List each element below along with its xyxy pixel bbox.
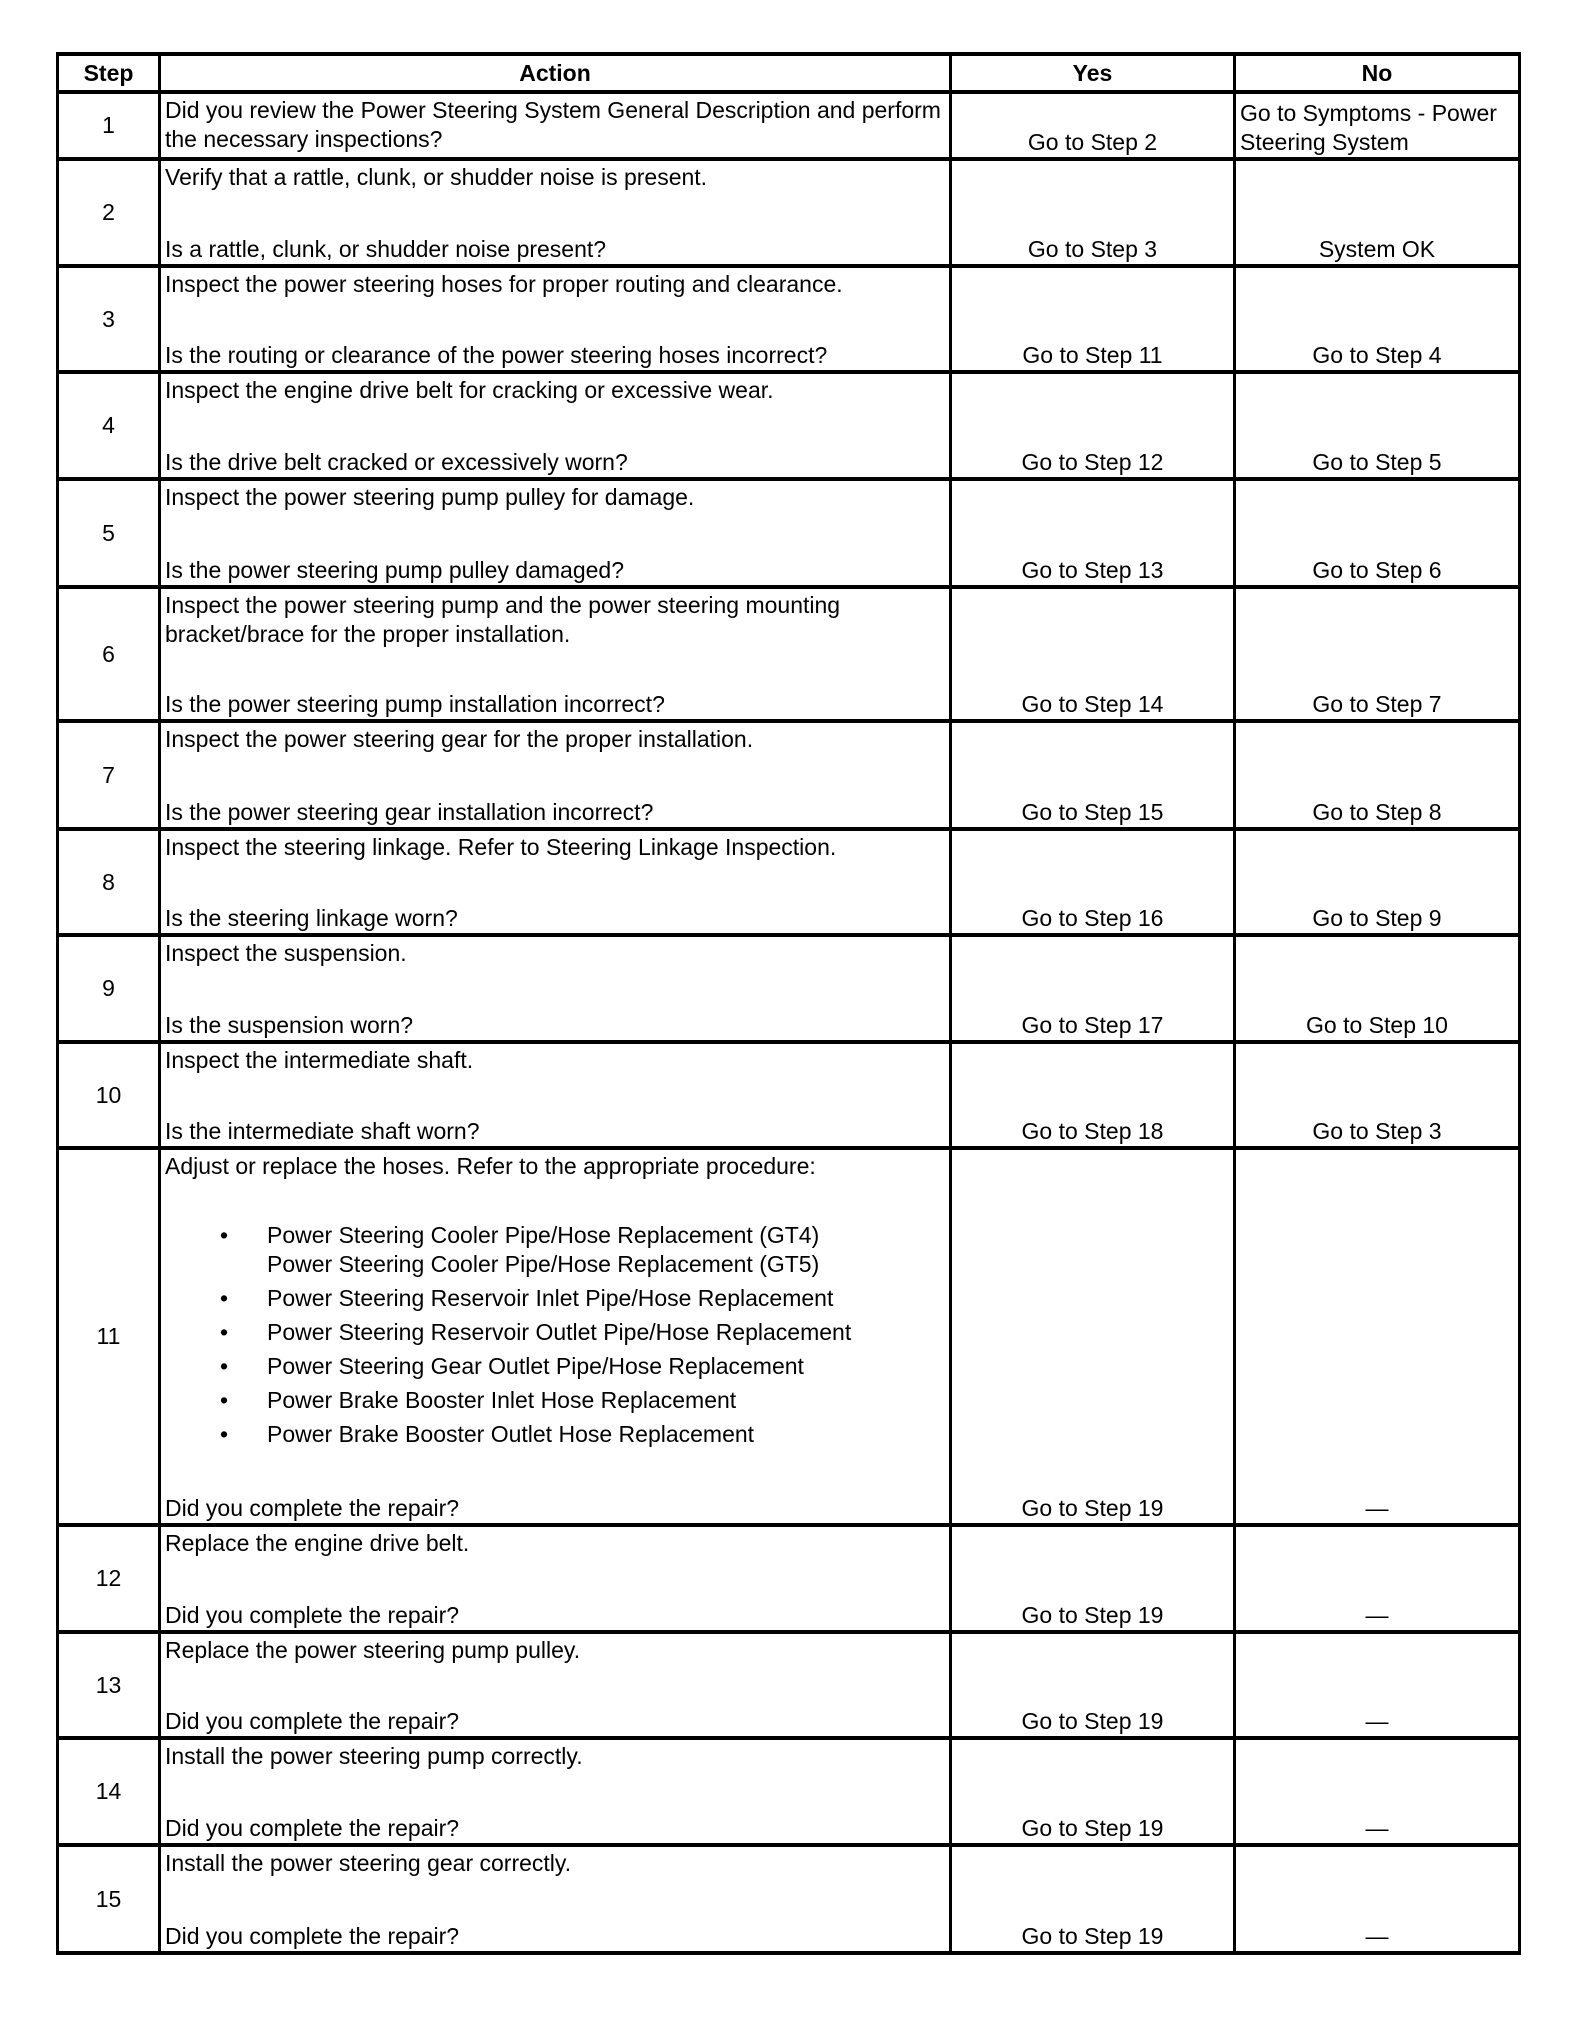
no-result: Go to Step 10 [1235,935,1520,1042]
action-instruction: Inspect the power steering pump pulley for damage. [165,484,695,510]
header-no: No [1235,54,1520,92]
procedure-link: Power Steering Gear Outlet Pipe/Hose Replacement [267,1353,804,1379]
action-instruction: Replace the power steering pump pulley. [165,1637,581,1663]
action-cell [160,1845,951,1953]
no-result: Go to Step 3 [1235,1042,1520,1148]
step-number: 4 [58,372,160,479]
step-number: 10 [58,1042,160,1148]
step-number: 1 [58,92,160,159]
table-row [58,1525,1520,1632]
action-instruction: Adjust or replace the hoses. Refer to the appropriate procedure: [165,1153,816,1179]
no-result: System OK [1235,159,1520,266]
action-cell [160,92,951,159]
action-question: Is the steering linkage worn? [165,905,458,931]
procedure-list [165,1221,945,1454]
step-number: 2 [58,159,160,266]
step-number: 12 [58,1525,160,1632]
action-content [165,591,945,719]
step-number: 6 [58,587,160,721]
action-instruction: Inspect the power steering hoses for proper routing and clearance. [165,271,843,297]
procedure-link: Power Brake Booster Outlet Hose Replacement [267,1421,755,1447]
action-question: Is the drive belt cracked or excessively worn? [165,449,628,475]
action-instruction: Inspect the intermediate shaft. [165,1047,474,1073]
yes-result: Go to Step 19 [951,1632,1235,1738]
step-number: 15 [58,1845,160,1953]
no-result: Go to Step 7 [1235,587,1520,721]
action-cell [160,721,951,829]
table-row [58,935,1520,1042]
step-number: 11 [58,1148,160,1525]
step-number: 14 [58,1738,160,1845]
yes-result: Go to Step 15 [951,721,1235,829]
table-row [58,1042,1520,1148]
action-question: Did you review the Power Steering System General Description and perform the necessary inspections? [165,97,941,152]
procedure-item [165,1221,945,1279]
yes-result: Go to Step 13 [951,479,1235,587]
no-result: — [1235,1632,1520,1738]
no-result: — [1235,1738,1520,1845]
yes-result: Go to Step 18 [951,1042,1235,1148]
action-cell [160,159,951,266]
step-number: 8 [58,829,160,935]
header-step: Step [58,54,160,92]
action-content [165,939,945,1040]
yes-result: Go to Step 3 [951,159,1235,266]
action-content [165,1849,945,1951]
action-cell [160,587,951,721]
table-row [58,587,1520,721]
action-cell [160,479,951,587]
action-question: Is the suspension worn? [165,1012,414,1038]
diagnostic-table [56,52,1521,1955]
no-result: Go to Step 9 [1235,829,1520,935]
header-action: Action [160,54,951,92]
step-number: 13 [58,1632,160,1738]
action-instruction: Inspect the steering linkage. Refer to Steering Linkage Inspection. [165,834,837,860]
action-cell [160,266,951,372]
action-question: Is a rattle, clunk, or shudder noise present? [165,236,607,262]
procedure-link: Power Steering Reservoir Inlet Pipe/Hose Replacement [267,1285,834,1311]
action-question: Did you complete the repair? [165,1815,460,1841]
table-row [58,1632,1520,1738]
no-result: Go to Symptoms - Power Steering System [1235,92,1520,159]
yes-result: Go to Step 2 [951,92,1235,159]
bullet-icon: • [220,1319,229,1345]
action-content [165,1046,945,1146]
no-result: Go to Step 6 [1235,479,1520,587]
table-row [58,479,1520,587]
no-result: — [1235,1845,1520,1953]
bullet-icon: • [220,1353,229,1379]
procedure-item [165,1284,945,1313]
action-instruction: Install the power steering pump correctly. [165,1743,583,1769]
no-result: Go to Step 5 [1235,372,1520,479]
yes-result: Go to Step 19 [951,1525,1235,1632]
action-content [165,483,945,585]
procedure-link: Power Steering Reservoir Outlet Pipe/Hose Replacement [267,1319,852,1345]
bullet-icon: • [220,1421,229,1447]
table-row [58,1148,1520,1525]
step-number: 3 [58,266,160,372]
action-cell [160,1042,951,1148]
step-number: 5 [58,479,160,587]
table-row [58,829,1520,935]
table-row [58,372,1520,479]
action-question: Did you complete the repair? [165,1602,460,1628]
action-question: Is the routing or clearance of the power steering hoses incorrect? [165,342,828,368]
yes-result: Go to Step 19 [951,1845,1235,1953]
action-cell [160,1525,951,1632]
action-instruction: Verify that a rattle, clunk, or shudder noise is present. [165,164,708,190]
yes-result: Go to Step 11 [951,266,1235,372]
step-number: 7 [58,721,160,829]
action-question: Is the power steering pump installation incorrect? [165,691,665,717]
action-cell [160,372,951,479]
header-row [58,54,1520,92]
action-question: Is the power steering gear installation incorrect? [165,799,654,825]
action-content [165,1529,945,1630]
action-instruction: Inspect the power steering gear for the proper installation. [165,726,754,752]
table-row [58,266,1520,372]
action-content [165,376,945,477]
action-content [165,1152,945,1523]
yes-result: Go to Step 17 [951,935,1235,1042]
action-instruction: Install the power steering gear correctly. [165,1850,572,1876]
action-question: Is the intermediate shaft worn? [165,1118,480,1144]
procedure-item [165,1420,945,1449]
no-result: — [1235,1525,1520,1632]
action-content [165,270,945,370]
action-cell [160,935,951,1042]
action-cell [160,1148,951,1525]
bullet-icon: • [220,1222,229,1248]
action-cell [160,829,951,935]
action-content [165,725,945,827]
table-row [58,1738,1520,1845]
action-question: Did you complete the repair? [165,1923,460,1949]
action-instruction: Inspect the engine drive belt for cracking or excessive wear. [165,377,774,403]
yes-result: Go to Step 16 [951,829,1235,935]
no-result: Go to Step 8 [1235,721,1520,829]
procedure-item [165,1386,945,1415]
yes-result: Go to Step 19 [951,1148,1235,1525]
header-yes: Yes [951,54,1235,92]
procedure-link: Power Steering Cooler Pipe/Hose Replacement (GT5) [267,1251,820,1277]
table-row [58,721,1520,829]
bullet-icon: • [220,1285,229,1311]
procedure-item [165,1318,945,1347]
action-content [165,163,945,264]
action-question: Did you complete the repair? [165,1495,460,1521]
no-result: Go to Step 4 [1235,266,1520,372]
table-row [58,1845,1520,1953]
action-instruction: Replace the engine drive belt. [165,1530,470,1556]
action-instruction: Inspect the power steering pump and the power steering mounting bracket/brace for the proper installation. [165,592,841,647]
yes-result: Go to Step 19 [951,1738,1235,1845]
action-question: Is the power steering pump pulley damaged? [165,557,625,583]
action-question: Did you complete the repair? [165,1708,460,1734]
action-content [165,96,945,157]
action-content [165,833,945,933]
table-row [58,159,1520,266]
table-row [58,92,1520,159]
procedure-item [165,1352,945,1381]
yes-result: Go to Step 12 [951,372,1235,479]
bullet-icon: • [220,1387,229,1413]
procedure-link: Power Brake Booster Inlet Hose Replacement [267,1387,737,1413]
action-instruction: Inspect the suspension. [165,940,407,966]
yes-result: Go to Step 14 [951,587,1235,721]
no-result: — [1235,1148,1520,1525]
action-cell [160,1738,951,1845]
action-content [165,1742,945,1843]
step-number: 9 [58,935,160,1042]
action-cell [160,1632,951,1738]
procedure-link: Power Steering Cooler Pipe/Hose Replacement (GT4) [267,1222,820,1248]
action-content [165,1636,945,1736]
